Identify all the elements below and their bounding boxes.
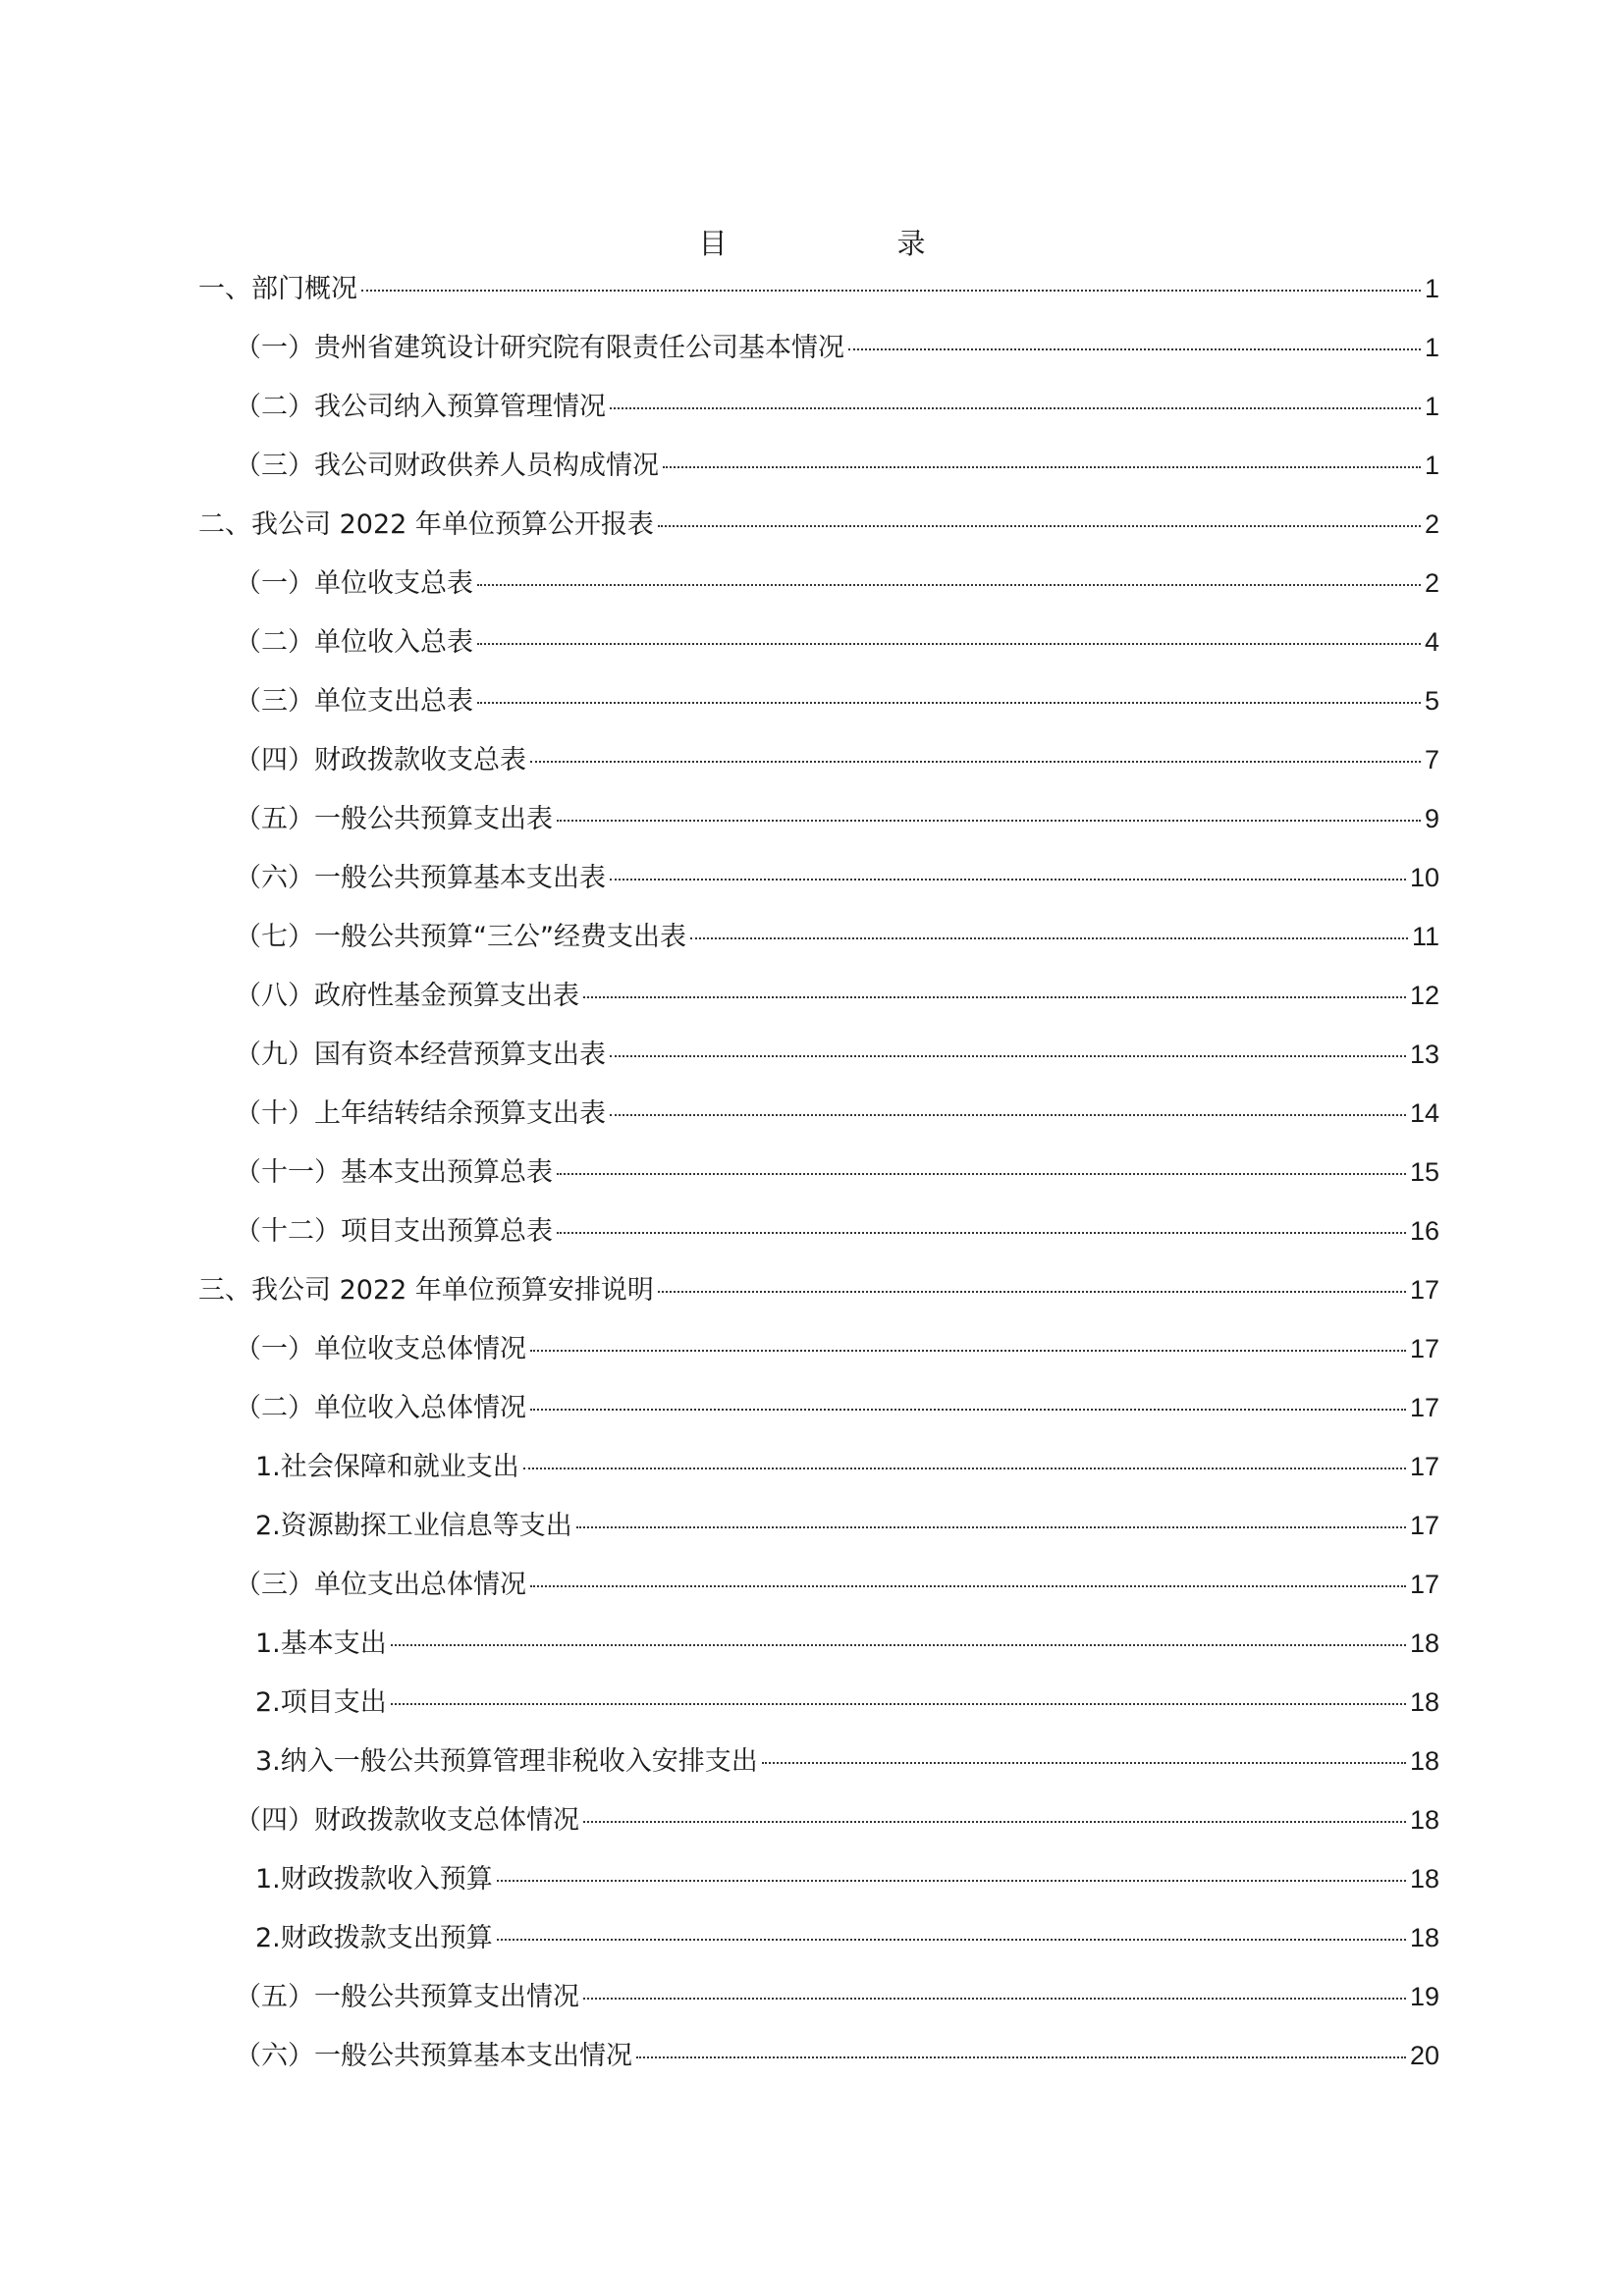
toc-dot-leader [658,1291,1406,1293]
toc-dot-leader [530,1409,1406,1411]
toc-entry-text: （四）财政拨款收支总表 [235,745,526,775]
toc-entry[interactable] [198,913,1439,972]
toc-entry-text: 2.财政拨款支出预算 [255,1923,493,1953]
toc-dot-leader [610,879,1406,881]
toc-page-number: 9 [1424,804,1439,833]
toc-entry[interactable] [198,1796,1439,1855]
toc-entry[interactable] [198,1855,1439,1914]
toc-entry-text: （十一）基本支出预算总表 [235,1157,553,1188]
toc-dot-leader [663,466,1421,468]
toc-dot-leader [610,1114,1406,1116]
toc-entry[interactable] [198,1679,1439,1737]
toc-dot-leader [497,1939,1406,1941]
toc-entry[interactable] [198,383,1439,442]
toc-entry-text: （十）上年结转结余预算支出表 [235,1098,606,1129]
toc-entry-text: （三）单位支出总体情况 [235,1570,526,1600]
toc-entry[interactable] [198,1207,1439,1266]
toc-dot-leader [610,407,1421,409]
toc-entry-text: （五）一般公共预算支出情况 [235,1982,579,2012]
toc-dot-leader [523,1468,1406,1469]
toc-entry-text: （一）贵州省建筑设计研究院有限责任公司基本情况 [235,333,844,363]
toc-entry-text: （三）我公司财政供养人员构成情况 [235,451,659,481]
toc-entry-text: 2.资源勘探工业信息等支出 [255,1511,572,1541]
toc-entry[interactable] [198,795,1439,854]
toc-page-number: 17 [1409,1334,1439,1363]
toc-entry[interactable] [198,1325,1439,1384]
toc-entry-text: （九）国有资本经营预算支出表 [235,1040,606,1070]
toc-page-number: 10 [1409,863,1439,892]
toc-dot-leader [361,290,1421,292]
toc-entry-text: （五）一般公共预算支出表 [235,804,553,834]
toc-entry-text: （三）单位支出总表 [235,686,473,717]
toc-page-number: 15 [1409,1157,1439,1187]
toc-page-number: 7 [1424,745,1439,774]
toc-entry[interactable] [198,1620,1439,1679]
toc-page-number: 1 [1424,451,1439,480]
toc-entry[interactable] [198,1148,1439,1207]
toc-entry[interactable] [198,736,1439,795]
toc-page-number: 1 [1424,274,1439,303]
toc-page-number: 13 [1409,1040,1439,1069]
toc-entry[interactable] [198,2032,1439,2091]
toc-entry-text: （四）财政拨款收支总体情况 [235,1805,579,1836]
toc-entry[interactable] [198,972,1439,1031]
toc-entry[interactable] [198,618,1439,677]
toc-entry-text: （六）一般公共预算基本支出表 [235,863,606,893]
toc-entry-text: （一）单位收支总表 [235,568,473,599]
toc-dot-leader [391,1703,1406,1705]
toc-page-number: 2 [1424,509,1439,539]
toc-page-number: 17 [1409,1393,1439,1422]
toc-entry[interactable] [198,1266,1439,1325]
toc-dot-leader [658,525,1421,527]
toc-page-number: 5 [1424,686,1439,716]
toc-page-number: 20 [1409,2041,1439,2070]
toc-entry[interactable] [198,1973,1439,2032]
toc-dot-leader [530,761,1421,763]
toc-page-number: 1 [1424,333,1439,362]
toc-entry[interactable] [198,324,1439,383]
toc-page-number: 2 [1424,568,1439,598]
toc-dot-leader [583,1821,1406,1823]
toc-page-number: 18 [1409,1864,1439,1894]
toc-entry[interactable] [198,1502,1439,1561]
toc-page-number: 16 [1409,1216,1439,1246]
toc-entry[interactable] [198,442,1439,501]
toc-dot-leader [583,1998,1406,2000]
toc-entry-text: （二）单位收入总表 [235,627,473,658]
toc-entry[interactable] [198,265,1439,324]
toc-entry-text: 2.项目支出 [255,1687,387,1718]
toc-dot-leader [610,1055,1406,1057]
toc-dot-leader [530,1350,1406,1352]
toc-entry[interactable] [198,1443,1439,1502]
toc-entry-text: （十二）项目支出预算总表 [235,1216,553,1247]
toc-dot-leader [583,996,1406,998]
toc-page-number: 1 [1424,392,1439,421]
toc-dot-leader [557,1173,1406,1175]
toc-entry-text: 1.基本支出 [255,1629,387,1659]
toc-dot-leader [636,2056,1406,2058]
toc-entry-text: 二、我公司 2022 年单位预算公开报表 [198,509,654,540]
toc-entry-text: 3.纳入一般公共预算管理非税收入安排支出 [255,1746,758,1777]
toc-entry[interactable] [198,677,1439,736]
toc-entry[interactable] [198,1914,1439,1973]
toc-page-number: 18 [1409,1923,1439,1952]
toc-entry[interactable] [198,1384,1439,1443]
toc-page-number: 18 [1409,1687,1439,1717]
toc-entry-text: （六）一般公共预算基本支出情况 [235,2041,632,2071]
toc-page-number: 4 [1424,627,1439,657]
toc-page-number: 17 [1409,1511,1439,1540]
toc-page-number: 18 [1409,1805,1439,1835]
toc-entry-text: （一）单位收支总体情况 [235,1334,526,1364]
toc-dot-leader [497,1880,1406,1882]
toc-page-number: 17 [1409,1452,1439,1481]
toc-title: 目 录 [698,227,997,260]
toc-dot-leader [477,643,1421,645]
toc-page-number: 12 [1409,981,1439,1010]
toc-dot-leader [762,1762,1406,1764]
toc-entry-text: （八）政府性基金预算支出表 [235,981,579,1011]
toc-entry[interactable] [198,1031,1439,1090]
toc-dot-leader [557,1232,1406,1234]
toc-page-number: 18 [1409,1746,1439,1776]
toc-entry[interactable] [198,1561,1439,1620]
toc-dot-leader [576,1526,1406,1528]
toc-entry[interactable] [198,560,1439,618]
toc-entry[interactable] [198,501,1439,560]
toc-page-number: 17 [1409,1275,1439,1305]
toc-page-number: 19 [1409,1982,1439,2011]
toc-page-number: 17 [1409,1570,1439,1599]
toc-entry-text: 三、我公司 2022 年单位预算安排说明 [198,1275,654,1306]
toc-entry-text: 1.财政拨款收入预算 [255,1864,493,1895]
toc-page-number: 18 [1409,1629,1439,1658]
toc-page-number: 14 [1409,1098,1439,1128]
toc-entry[interactable] [198,1090,1439,1148]
toc-entry-text: 一、部门概况 [198,274,357,304]
toc-dot-leader [557,820,1421,822]
toc-dot-leader [391,1644,1406,1646]
toc-dot-leader [690,937,1408,939]
toc-entry-text: 1.社会保障和就业支出 [255,1452,519,1482]
toc-entry[interactable] [198,1737,1439,1796]
toc-dot-leader [477,702,1421,704]
toc-page-number: 11 [1411,922,1439,951]
toc-entry[interactable] [198,854,1439,913]
toc-dot-leader [477,584,1421,586]
toc-entry-text: （二）我公司纳入预算管理情况 [235,392,606,422]
toc-dot-leader [530,1585,1406,1587]
toc-entry-text: （二）单位收入总体情况 [235,1393,526,1423]
toc-dot-leader [848,348,1421,350]
toc-list [198,265,1439,2091]
toc-entry-text: （七）一般公共预算“三公”经费支出表 [235,922,686,952]
